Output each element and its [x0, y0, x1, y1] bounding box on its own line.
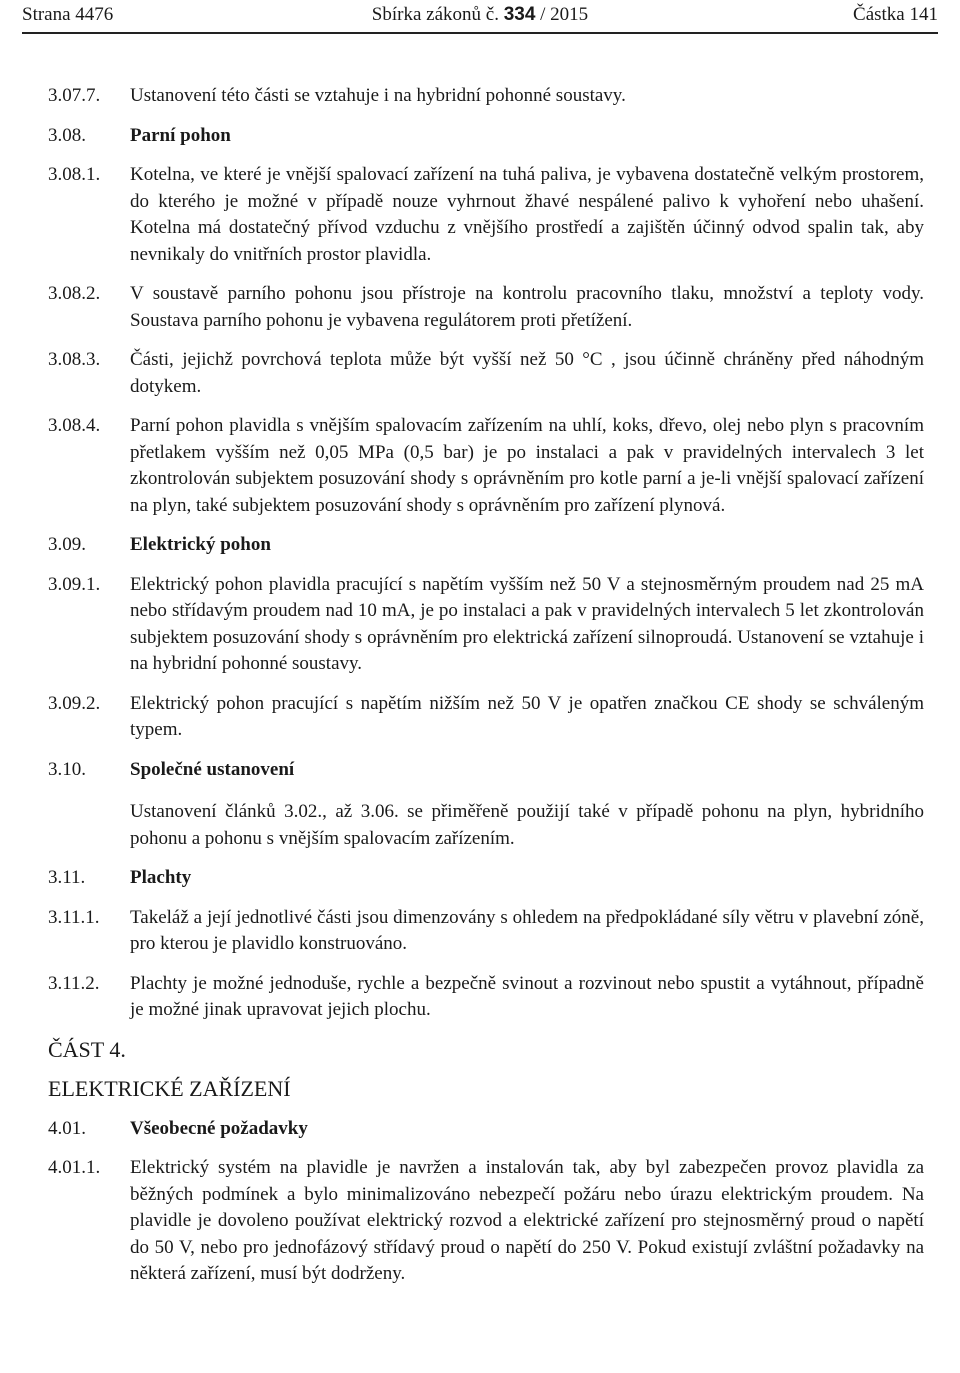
section-text: Kotelna, ve které je vnější spalovací zařízení na tuhá paliva, je vybavena dostatečně velkým prostorem, do kterého je možné v případě nouze vyhrnout žhavé nespálené palivo k vyhoření nebo uhašení. Kotelna má dostatečný přívod vzduchu z vnějšího prostředí a zajištěn účinný odvod spalin tak, aby nevnikaly do vnitřních prostor plavidla.: [130, 164, 924, 265]
section-text: Elektrický systém na plavidle je navržen a instalován tak, aby byl zabezpečen provoz plavidla za běžných podmínek a bylo minimalizováno nebezpečí požáru nebo úrazu elektrickým proudem. Na plavidle je dovoleno používat elektrický rozvod a elektrické zařízení pro stejnosměrný proud o napětí do 50 V, nebo pro jednofázový střídavý proud o napětí do 250 V. Pokud existují zvláštní požadavky na některá zařízení, musí být dodrženy.: [130, 1157, 924, 1284]
document-body: [48, 83, 924, 1288]
section-4-01: [48, 1116, 924, 1143]
section-heading: Všeobecné požadavky: [130, 1117, 308, 1139]
section-number: 3.08.1.: [48, 164, 101, 185]
section-3-08-1: [48, 162, 924, 268]
section-text: V soustavě parního pohonu jsou přístroje na kontrolu pracovního tlaku, množství a teploty vody. Soustava parního pohonu je vybavena regulátorem proti přetížení.: [130, 283, 924, 331]
section-number: 3.11.2.: [48, 972, 100, 994]
section-3-08-2: [48, 281, 924, 334]
section-3-07-7: [48, 83, 924, 110]
section-text: Plachty je možné jednoduše, rychle a bezpečně svinout a rozvinout nebo spustit a vytáhnout, případně je možné jinak upravovat jejich plochu.: [130, 972, 924, 1020]
section-number: 3.08.3.: [48, 349, 101, 370]
section-3-08: [48, 123, 924, 150]
section-number: 3.08.4.: [48, 415, 101, 436]
section-heading: Společné ustanovení: [130, 758, 295, 780]
section-4-01-1: [48, 1155, 924, 1288]
section-3-09-2: [48, 691, 924, 744]
section-text: Ustanovení této části se vztahuje i na hybridní pohonné soustavy.: [130, 85, 626, 106]
section-number: 3.10.: [48, 758, 86, 780]
section-3-10-body: [48, 799, 924, 852]
section-number: 3.08.: [48, 124, 86, 146]
section-number: 3.09.: [48, 534, 86, 555]
section-heading: Parní pohon: [130, 124, 231, 146]
page-header: [22, 0, 938, 34]
section-text: Parní pohon plavidla s vnějším spalovacím zařízením na uhlí, koks, dřevo, olej nebo plyn s pracovním přetlakem vyšším než 0,05 MPa (0,5 bar) je po instalaci a pak v pravidelných intervalech 3 let zkontrolován subjektem posuzování shody s oprávněním pro kotle parní a je-li vnější spalovací zařízení na plyn, také subjektem posuzování shody s oprávněním pro zařízení plynová.: [130, 415, 924, 516]
part-title: ELEKTRICKÉ ZAŘÍZENÍ: [48, 1076, 291, 1101]
section-3-08-4: [48, 413, 924, 519]
section-number: 4.01.1.: [48, 1157, 101, 1178]
section-3-11: [48, 865, 924, 892]
section-number: 4.01.: [48, 1117, 86, 1139]
law-number: 334: [503, 4, 536, 25]
collection-title: Sbírka zákonů č. 334 / 2015: [371, 4, 589, 25]
section-number: 3.08.2.: [48, 283, 101, 304]
section-text: Ustanovení článků 3.02., až 3.06. se přiměřeně použijí také v případě pohonu na plyn, hybridního pohonu a pohonu s vnějším spalovacím zařízením.: [130, 801, 924, 849]
section-3-10: [48, 757, 924, 784]
section-heading: Elektrický pohon: [130, 534, 271, 555]
issue-number: Částka 141: [853, 4, 938, 25]
section-3-11-2: [48, 971, 924, 1024]
section-3-09-1: [48, 572, 924, 678]
section-number: 3.09.1.: [48, 573, 101, 595]
section-number: 3.07.7.: [48, 85, 101, 106]
section-text: Části, jejichž povrchová teplota může být vyšší než 50 °C , jsou účinně chráněny před náhodným dotykem.: [130, 349, 924, 397]
section-text: Takeláž a její jednotlivé části jsou dimenzovány s ohledem na předpokládané síly větru v plavební zóně, pro kterou je plavidlo konstruováno.: [130, 906, 924, 954]
page-number: Strana 4476: [22, 4, 114, 25]
section-text: Elektrický pohon plavidla pracující s napětím vyšším než 50 V a stejnosměrným proudem nad 25 mA nebo střídavým proudem nad 10 mA, je po instalaci a pak v pravidelných intervalech 5 let zkontrolován subjektem posuzování shody s oprávněním pro elektrická zařízení silnoproudá. Ustanovení se vztahuje i na hybridní pohonné soustavy.: [130, 573, 924, 674]
section-3-08-3: [48, 347, 924, 400]
section-text: Elektrický pohon pracující s napětím nižším než 50 V je opatřen značkou CE shody se schváleným typem.: [130, 692, 924, 740]
section-heading: Plachty: [130, 867, 192, 888]
section-3-09: [48, 532, 924, 559]
section-number: 3.11.: [48, 867, 86, 888]
section-3-11-1: [48, 905, 924, 958]
section-number: 3.09.2.: [48, 692, 101, 714]
section-number: 3.11.1.: [48, 906, 100, 928]
part-label: ČÁST 4.: [48, 1036, 126, 1062]
